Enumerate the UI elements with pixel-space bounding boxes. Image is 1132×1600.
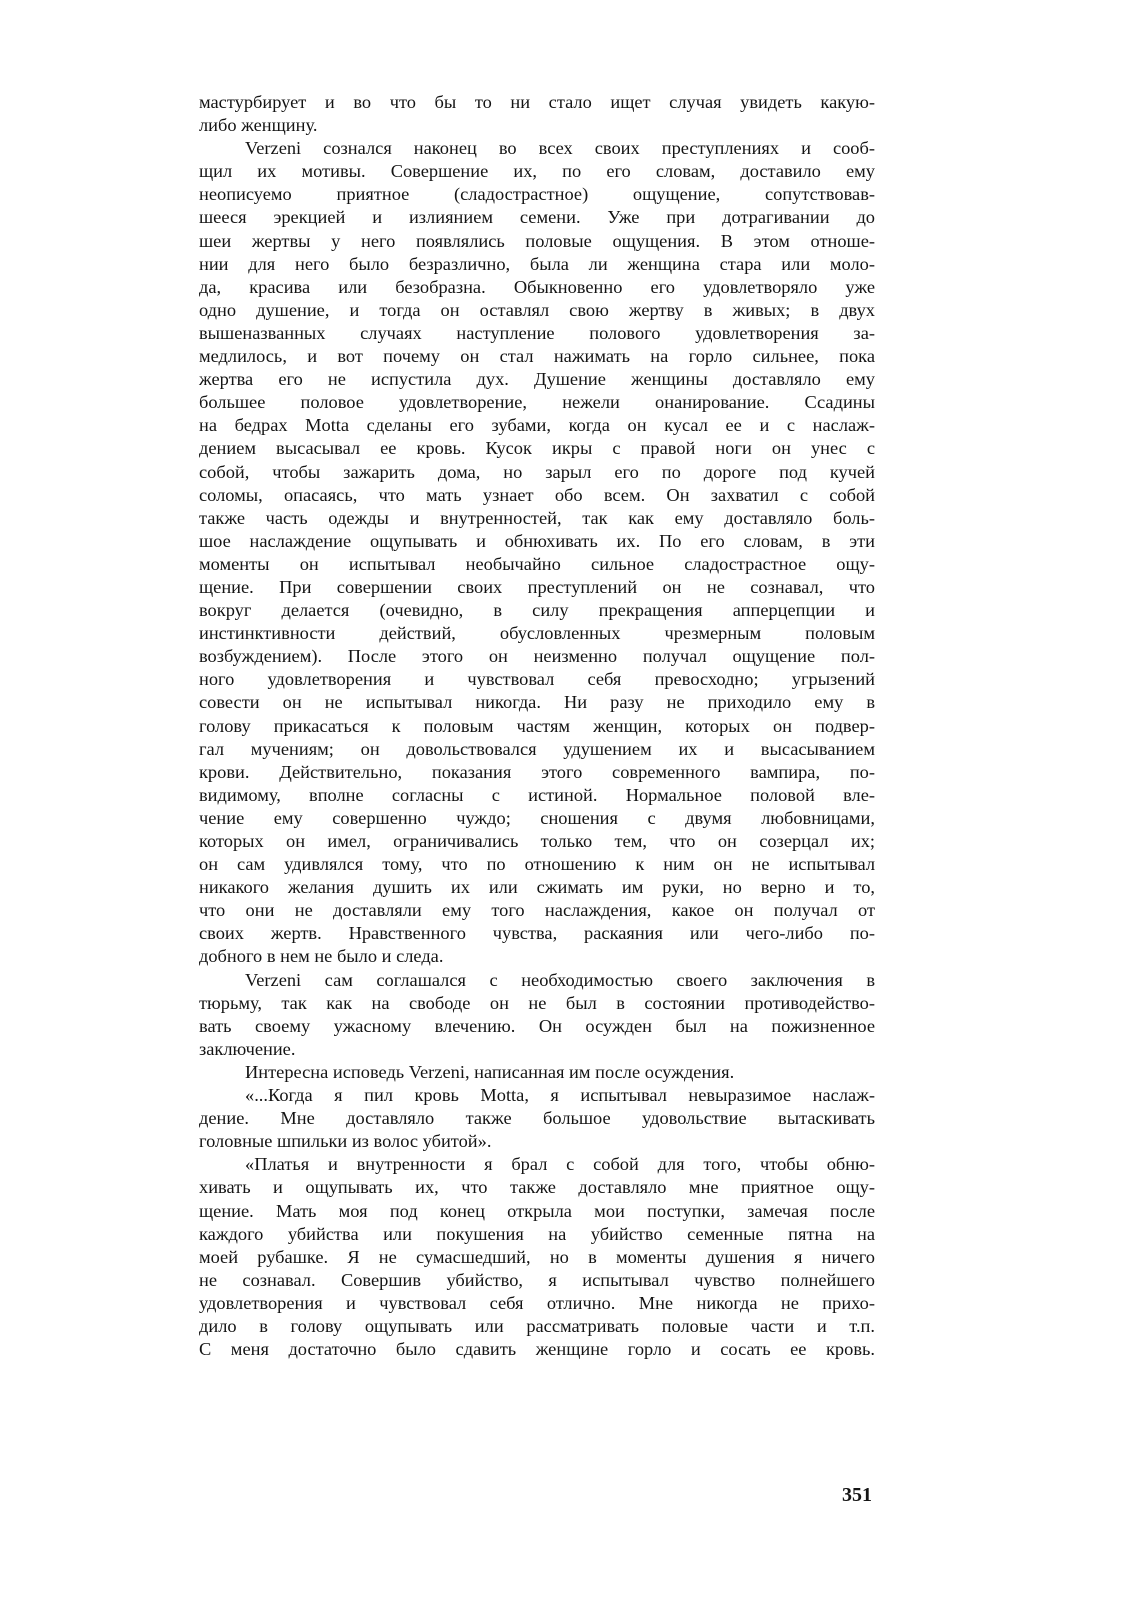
text-line: неописуемо приятное (сладострастное) ощущение, сопутствовав- [199, 184, 875, 205]
text-line: одно душение, и тогда он оставлял свою жертву в живых; в двух [199, 299, 875, 320]
text-line: ного удовлетворения и чувствовал себя превосходно; угрызений [199, 669, 875, 690]
text-line: Verzeni сознался наконец во всех своих преступлениях и сооб- [245, 138, 875, 159]
text-line: вышеназванных случаях наступление полового удовлетворения за- [199, 322, 875, 343]
text-line: шеи жертвы у него появлялись половые ощущения. В этом отноше- [199, 230, 875, 251]
text-line: щил их мотивы. Совершение их, по его словам, доставило ему [199, 161, 875, 182]
text-line: тюрьму, так как на свободе он не был в состоянии противодейство- [199, 992, 875, 1013]
text-line: щение. При совершении своих преступлений он не сознавал, что [199, 576, 875, 597]
text-line: заключение. [199, 1038, 296, 1059]
text-line: никакого желания душить их или сжимать им руки, но верно и то, [199, 877, 875, 898]
text-line: он сам удивлялся тому, что по отношению к ним он не испытывал [199, 854, 875, 875]
text-line: видимому, вполне согласны с истиной. Нормальное половой вле- [199, 784, 875, 805]
text-line: соломы, опасаясь, что мать узнает обо всем. Он захватил с собой [199, 484, 875, 505]
text-line: также часть одежды и внутренностей, так как ему доставляло боль- [199, 507, 875, 528]
text-line: что они не доставляли ему того наслаждения, какое он получал от [199, 900, 875, 921]
text-line: которых он имел, ограничивались только тем, что он созерцал их; [199, 831, 875, 851]
text-line: С меня достаточно было сдавить женщине горло и сосать ее кровь. [199, 1339, 875, 1360]
text-line: чение ему совершенно чуждо; сношения с двумя любовницами, [199, 807, 875, 828]
text-line: Интересна исповедь Verzeni, написанная им после осуждения. [245, 1061, 735, 1082]
text-line: моей рубашке. Я не сумасшедший, но в моменты душения я ничего [199, 1246, 875, 1267]
text-line: да, красива или безобразна. Обыкновенно его удовлетворяло уже [199, 276, 875, 297]
text-line: жертва его не испустила дух. Душение женщины доставляло ему [199, 369, 875, 390]
text-line: инстинктивности действий, обусловленных чрезмерным половым [199, 623, 875, 644]
text-line: дением высасывал ее кровь. Кусок икры с правой ноги он унес с [199, 438, 875, 459]
text-line: не сознавал. Совершив убийство, я испытывал чувство полнейшего [199, 1269, 875, 1290]
text-line: крови. Действительно, показания этого современного вампира, по- [199, 761, 875, 782]
body-text [199, 91, 875, 1361]
text-line: большее половое удовлетворение, нежели онанирование. Ссадины [199, 392, 875, 413]
text-line: дило в голову ощупывать или рассматривать половые части и т.п. [199, 1315, 875, 1336]
text-line: добного в нем не было и следа. [199, 946, 444, 967]
text-line: моменты он испытывал необычайно сильное сладострастное ощу- [199, 553, 875, 574]
text-line: своих жертв. Нравственного чувства, раскаяния или чего-либо по- [199, 923, 875, 944]
text-line: шееся эрекцией и излиянием семени. Уже при дотрагивании до [199, 207, 875, 228]
text-line: гал мучениям; он довольствовался удушением их и высасыванием [199, 738, 875, 759]
text-line: Verzeni сам соглашался с необходимостью своего заключения в [245, 969, 875, 990]
text-line: хивать и ощупывать их, что также доставляло мне приятное ощу- [199, 1177, 875, 1198]
text-line: либо женщину. [199, 115, 318, 136]
text-line: головные шпильки из волос убитой». [199, 1131, 492, 1152]
text-line: нии для него было безразлично, была ли женщина стара или моло- [199, 253, 875, 274]
text-line: на бедрах Motta сделаны его зубами, когда он кусал ее и с наслаж- [199, 415, 875, 436]
text-line: шое наслаждение ощупывать и обнюхивать их. По его словам, в эти [199, 530, 875, 551]
text-line: каждого убийства или покушения на убийство семенные пятна на [199, 1223, 875, 1244]
page-number: 351 [842, 1484, 872, 1506]
text-line: голову прикасаться к половым частям женщин, которых он подвер- [199, 715, 875, 736]
text-line: «Платья и внутренности я брал с собой для того, чтобы обню- [245, 1154, 875, 1175]
text-line: возбуждением). После этого он неизменно получал ощущение пол- [199, 646, 875, 667]
text-line: собой, чтобы зажарить дома, но зарыл его по дороге под кучей [199, 461, 875, 482]
text-line: дение. Мне доставляло также большое удовольствие вытаскивать [199, 1108, 875, 1129]
text-line: удовлетворения и чувствовал себя отлично. Мне никогда не прихо- [199, 1292, 875, 1313]
text-line: вокруг делается (очевидно, в силу прекращения апперцепции и [199, 600, 875, 621]
text-line: мастурбирует и во что бы то ни стало ищет случая увидеть какую- [199, 92, 875, 112]
text-line: вать своему ужасному влечению. Он осужден был на пожизненное [199, 1015, 875, 1036]
text-line: щение. Мать моя под конец открыла мои поступки, замечая после [199, 1200, 875, 1221]
text-line: «...Когда я пил кровь Motta, я испытывал невыразимое наслаж- [245, 1085, 875, 1106]
text-line: медлилось, и вот почему он стал нажимать на горло сильнее, пока [199, 346, 875, 367]
text-line: совести он не испытывал никогда. Ни разу не приходило ему в [199, 692, 875, 713]
